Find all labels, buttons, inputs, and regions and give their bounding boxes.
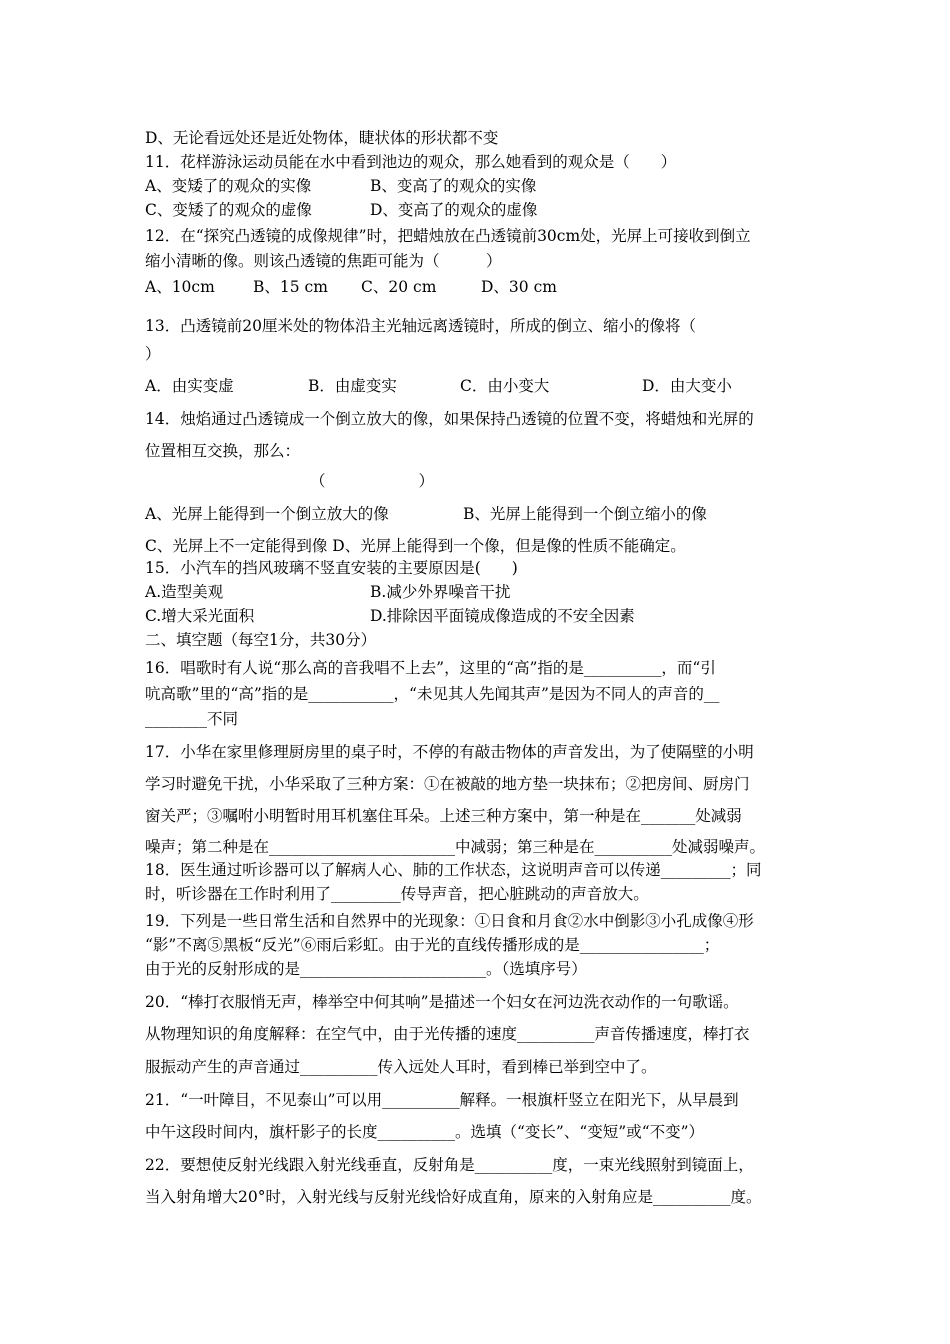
question-19-line3: 由于光的反射形成的是________________________。（选填序号）	[145, 960, 587, 978]
question-18-line1: 18．医生通过听诊器可以了解病人心、肺的工作状态，这说明声音可以传递_________；同	[145, 861, 762, 879]
q14-option-b: B、光屏上能得到一个倒立缩小的像	[463, 505, 707, 523]
q11-option-a: A、变矮了的观众的实像	[145, 177, 312, 195]
question-13-line1: 13．凸透镜前20厘米处的物体沿主光轴远离透镜时，所成的倒立、缩小的像将（	[145, 317, 696, 335]
q14-options-row2: C、光屏上不一定能得到像 D、光屏上能得到一个像，但是像的性质不能确定。	[145, 537, 686, 555]
question-20-line3: 服振动产生的声音通过__________传入远处人耳时，看到棒已举到空中了。	[145, 1058, 657, 1076]
question-19-line2: “影”不离⑤黑板“反光”⑥雨后彩虹。由于光的直线传播形成的是________________；	[145, 936, 720, 954]
question-18-line2: 时，听诊器在工作时利用了_________传导声音，把心脏跳动的声音放大。	[145, 885, 649, 903]
question-19-line1: 19．下列是一些日常生活和自然界中的光现象：①日食和月食②水中倒影③小孔成像④形	[145, 912, 754, 930]
question-12-line2: 缩小清晰的像。则该凸透镜的焦距可能为（ ）	[145, 252, 502, 270]
question-20-line1: 20．“棒打衣服悄无声，棒举空中何其响”是描述一个妇女在河边洗衣动作的一句歌谣。	[145, 993, 739, 1011]
q13-option-d: D．由大变小	[642, 377, 732, 395]
q12-option-a: A、10cm	[145, 278, 215, 296]
question-17-line3: 窗关严；③嘱咐小明暂时用耳机塞住耳朵。上述三种方案中，第一种是在_______处减弱	[145, 807, 742, 825]
question-16-line3: ________不同	[145, 710, 239, 728]
q15-option-b: B.减少外界噪音干扰	[370, 583, 511, 601]
q15-option-d: D.排除因平面镜成像造成的不安全因素	[370, 607, 635, 625]
q11-option-b: B、变高了的观众的实像	[370, 177, 537, 195]
q15-option-a: A.造型美观	[145, 583, 224, 601]
q12-option-d: D、30 cm	[481, 278, 557, 296]
q13-option-c: C．由小变大	[460, 377, 550, 395]
q14-answer-bracket: （ ）	[310, 472, 435, 490]
q14-option-a: A、光屏上能得到一个倒立放大的像	[145, 505, 389, 523]
question-11: 11．花样游泳运动员能在水中看到池边的观众，那么她看到的观众是（ ）	[145, 153, 677, 171]
q11-option-d: D、变高了的观众的虚像	[370, 201, 538, 219]
question-16-line2: 吭高歌”里的“高”指的是___________，“未见其人先闻其声”是因为不同人的声音的__	[145, 685, 720, 703]
question-20-line2: 从物理知识的角度解释：在空气中，由于光传播的速度__________声音传播速度，棒打衣	[145, 1025, 750, 1043]
question-16-line1: 16．唱歌时有人说“那么高的音我唱不上去”，这里的“高”指的是__________，而“引	[145, 659, 716, 677]
question-15: 15．小汽车的挡风玻璃不竖直安装的主要原因是( )	[145, 559, 518, 577]
question-12-line1: 12．在“探究凸透镜的成像规律”时，把蜡烛放在凸透镜前30cm处，光屏上可接收到倒立	[145, 227, 751, 245]
question-22-line1: 22．要想使反射光线跟入射光线垂直，反射角是__________度，一束光线照射到镜面上，	[145, 1156, 754, 1174]
question-14-line1: 14．烛焰通过凸透镜成一个倒立放大的像，如果保持凸透镜的位置不变，将蜡烛和光屏的	[145, 410, 754, 428]
question-21-line1: 21．“一叶障目，不见泰山”可以用__________解释。一根旗杆竖立在阳光下，从早晨到	[145, 1091, 739, 1109]
q12-option-b: B、15 cm	[253, 278, 328, 296]
question-14-line2: 位置相互交换，那么：	[145, 442, 301, 460]
question-13-line2: ）	[145, 345, 161, 363]
question-17-line2: 学习时避免干扰，小华采取了三种方案：①在被敲的地方垫一块抹布；②把房间、厨房门	[145, 775, 750, 793]
q13-option-b: B．由虚变实	[308, 377, 397, 395]
q15-option-c: C.增大采光面积	[145, 607, 255, 625]
q12-option-c: C、20 cm	[361, 278, 437, 296]
question-22-line2: 当入射角增大20°时，入射光线与反射光线恰好成直角，原来的入射角应是__________度。	[145, 1188, 762, 1206]
question-17-line4: 噪声；第二种是在________________________中减弱；第三种是在__________处减弱噪声。	[145, 838, 766, 856]
q11-option-c: C、变矮了的观众的虚像	[145, 201, 312, 219]
section-2-heading: 二、填空题（每空1分，共30分）	[145, 631, 377, 649]
question-21-line2: 中午这段时间内，旗杆影子的长度__________。选填（“变长”、“变短”或“不变”）	[145, 1123, 705, 1141]
question-17-line1: 17．小华在家里修理厨房里的桌子时，不停的有敲击物体的声音发出，为了使隔壁的小明	[145, 743, 754, 761]
q13-option-a: A．由实变虚	[145, 377, 234, 395]
q10-option-d: D、无论看远处还是近处物体，睫状体的形状都不变	[145, 129, 499, 147]
